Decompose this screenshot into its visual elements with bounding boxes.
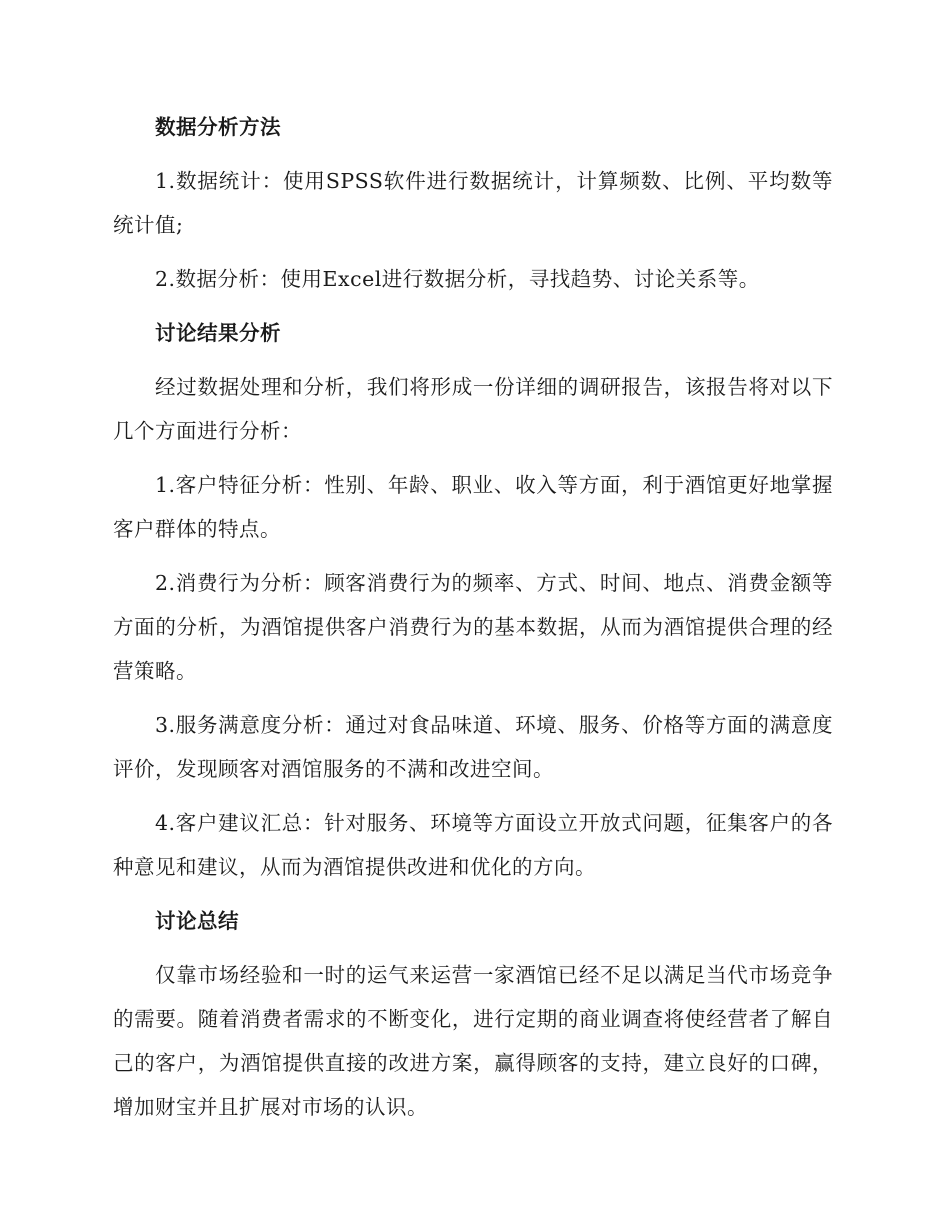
section-heading: 讨论结果分析 [155, 321, 281, 345]
document-body [113, 105, 833, 1139]
paragraph: 仅靠市场经验和一时的运气来运营一家酒馆已经不足以满足当代市场竞争的需要。随着消费者需求的不断变化，进行定期的商业调查将使经营者了解自己的客户，为酒馆提供直接的改进方案，赢得顾客的支持，建立良好的口碑，增加财宝并且扩展对市场的认识。 [113, 963, 833, 1119]
paragraph: 1.数据统计：使用SPSS软件进行数据统计，计算频数、比例、平均数等统计值; [113, 169, 833, 237]
paragraph: 2.数据分析：使用Excel进行数据分析，寻找趋势、讨论关系等。 [155, 267, 760, 291]
section-heading: 数据分析方法 [155, 115, 281, 139]
paragraph: 2.消费行为分析：顾客消费行为的频率、方式、时间、地点、消费金额等方面的分析，为酒馆提供客户消费行为的基本数据，从而为酒馆提供合理的经营策略。 [113, 571, 833, 683]
paragraph: 3.服务满意度分析：通过对食品味道、环境、服务、价格等方面的满意度评价，发现顾客对酒馆服务的不满和改进空间。 [113, 713, 833, 781]
paragraph: 1.客户特征分析：性别、年龄、职业、收入等方面，利于酒馆更好地掌握客户群体的特点。 [113, 473, 833, 541]
paragraph: 经过数据处理和分析，我们将形成一份详细的调研报告，该报告将对以下几个方面进行分析： [113, 375, 833, 443]
section-heading: 讨论总结 [155, 909, 239, 933]
paragraph: 4.客户建议汇总：针对服务、环境等方面设立开放式问题，征集客户的各种意见和建议，从而为酒馆提供改进和优化的方向。 [113, 811, 833, 879]
